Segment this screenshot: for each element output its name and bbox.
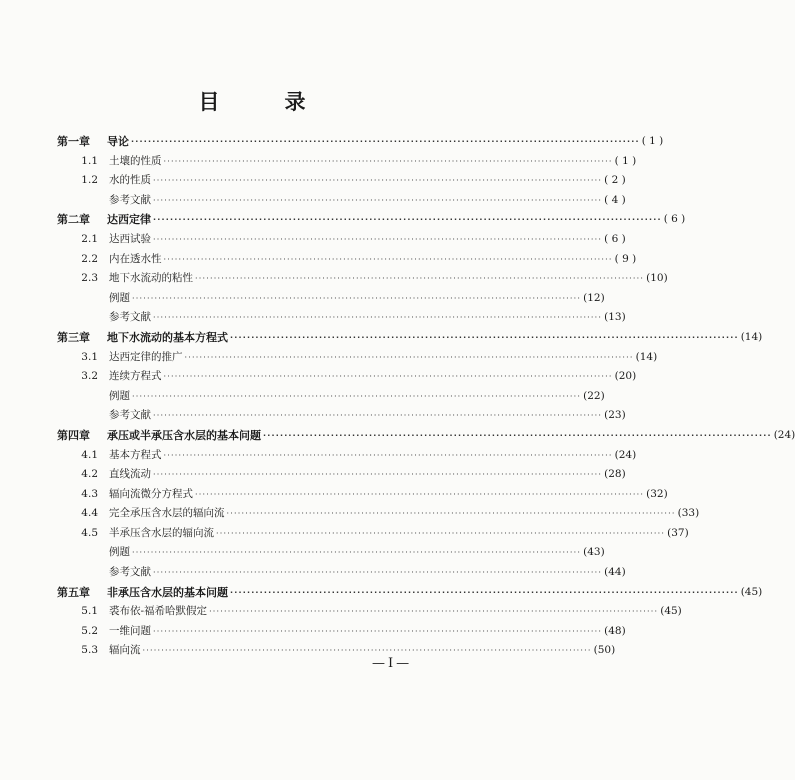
dot-leader: ························································································································ — [209, 607, 659, 617]
entry-number: 1.2 — [81, 174, 98, 187]
toc-section-entry[interactable] — [57, 308, 626, 328]
dot-leader: ························································································································ — [132, 548, 582, 558]
toc-section-entry[interactable] — [57, 152, 637, 172]
entry-title: 参考文献 — [109, 566, 151, 579]
dot-leader: ························································································································ — [163, 254, 613, 264]
entry-page-number: (10) — [646, 272, 668, 285]
toc-chapter-entry[interactable] — [57, 132, 664, 152]
dot-leader: ························································································································ — [230, 332, 739, 342]
dot-leader: ························································································································ — [132, 391, 582, 401]
entry-page-number: (43) — [583, 546, 605, 559]
entry-number: 2.3 — [81, 272, 98, 285]
entry-number: 4.3 — [81, 487, 98, 500]
toc-section-entry[interactable] — [57, 348, 658, 368]
entry-page-number: ( 1 ) — [614, 154, 637, 167]
toc-section-entry[interactable] — [57, 387, 605, 407]
dot-leader: ························································································································ — [153, 234, 603, 244]
dot-leader: ························································································································ — [163, 450, 613, 460]
toc-section-entry[interactable] — [57, 171, 626, 191]
dot-leader: ························································································································ — [153, 411, 603, 421]
dot-leader: ························································································································ — [153, 568, 603, 578]
entry-page-number: ( 4 ) — [604, 193, 626, 206]
entry-page-number: (45) — [740, 585, 763, 598]
entry-title: 达西定律 — [107, 213, 151, 227]
dot-leader: ························································································································ — [153, 215, 662, 225]
entry-title: 辐向流微分方程式 — [109, 487, 193, 500]
dot-leader: ························································································································ — [142, 646, 592, 656]
entry-page-number: (33) — [677, 507, 700, 520]
entry-title: 承压或半承压含水层的基本问题 — [107, 428, 261, 442]
entry-title: 地下水流动的基本方程式 — [107, 330, 228, 344]
entry-page-number: (44) — [604, 566, 626, 579]
entry-number: 4.1 — [81, 448, 98, 461]
entry-number: 第四章 — [57, 428, 90, 442]
toc-chapter-entry[interactable] — [57, 210, 686, 230]
entry-title: 例题 — [109, 546, 130, 559]
page-title: 目 录 — [198, 90, 328, 114]
entry-page-number: (20) — [614, 370, 637, 383]
dot-leader: ························································································································ — [131, 137, 640, 146]
entry-page-number: ( 2 ) — [604, 174, 626, 187]
toc-section-entry[interactable] — [57, 465, 626, 485]
entry-page-number: (12) — [583, 291, 605, 304]
entry-number: 5.3 — [81, 644, 98, 657]
toc-section-entry[interactable] — [57, 622, 626, 642]
entry-title: 一维问题 — [109, 624, 151, 637]
dot-leader: ························································································································ — [153, 626, 603, 636]
entry-number: 2.1 — [81, 232, 98, 245]
entry-page-number: (24) — [614, 448, 637, 461]
dot-leader: ························································································································ — [163, 156, 613, 166]
toc-section-entry[interactable] — [57, 563, 626, 583]
toc-section-entry[interactable] — [57, 485, 668, 505]
entry-number: 4.2 — [81, 468, 98, 481]
dot-leader: ························································································································ — [184, 352, 634, 362]
entry-title: 达西试验 — [109, 232, 151, 245]
entry-number: 第一章 — [57, 135, 90, 148]
dot-leader: ························································································································ — [163, 372, 613, 382]
entry-page-number: (48) — [604, 624, 626, 637]
entry-title: 例题 — [109, 291, 130, 304]
dot-leader: ························································································································ — [153, 313, 603, 323]
toc-section-entry[interactable] — [57, 543, 605, 563]
entry-page-number: (13) — [604, 311, 626, 324]
toc-section-entry[interactable] — [57, 504, 700, 524]
entry-title: 内在透水性 — [109, 252, 162, 265]
entry-page-number: ( 6 ) — [604, 232, 626, 245]
dot-leader: ························································································································ — [195, 489, 645, 499]
dot-leader: ························································································································ — [216, 528, 666, 538]
toc-section-entry[interactable] — [57, 406, 626, 426]
entry-title: 水的性质 — [109, 174, 151, 187]
toc-section-entry[interactable] — [57, 230, 626, 250]
entry-page-number: (23) — [604, 409, 626, 422]
entry-page-number: (14) — [740, 330, 763, 343]
entry-page-number: (24) — [773, 428, 795, 441]
entry-page-number: ( 6 ) — [663, 213, 686, 226]
dot-leader: ························································································································ — [153, 176, 603, 186]
toc-section-entry[interactable] — [57, 191, 626, 211]
toc-section-entry[interactable] — [57, 602, 682, 622]
entry-title: 导论 — [107, 135, 129, 148]
entry-page-number: (37) — [667, 526, 689, 539]
entry-title: 基本方程式 — [109, 448, 162, 461]
entry-title: 参考文献 — [109, 409, 151, 422]
dot-leader: ························································································································ — [195, 274, 645, 284]
entry-number: 第二章 — [57, 213, 90, 227]
entry-number: 2.2 — [81, 252, 98, 265]
entry-page-number: (50) — [593, 644, 616, 657]
toc-section-entry[interactable] — [57, 289, 605, 309]
entry-page-number: (14) — [635, 350, 658, 363]
entry-title: 地下水流动的粘性 — [109, 272, 193, 285]
entry-number: 1.1 — [81, 154, 98, 167]
toc-chapter-entry[interactable] — [57, 328, 763, 348]
entry-title: 连续方程式 — [109, 370, 162, 383]
entry-title: 例题 — [109, 389, 130, 402]
dot-leader: ························································································································ — [153, 470, 603, 480]
entry-title: 辐向流 — [109, 644, 141, 657]
entry-number: 3.1 — [81, 350, 98, 363]
toc-section-entry[interactable] — [57, 250, 637, 270]
entry-number: 5.1 — [81, 605, 98, 618]
entry-page-number: (28) — [604, 468, 626, 481]
entry-title: 直线流动 — [109, 468, 151, 481]
entry-title: 完全承压含水层的辐向流 — [109, 507, 225, 520]
entry-page-number: (45) — [660, 605, 682, 618]
page-number: —I— — [372, 656, 413, 671]
toc-section-entry[interactable] — [57, 269, 668, 289]
entry-page-number: ( 1 ) — [641, 135, 664, 147]
entry-page-number: (32) — [646, 487, 668, 500]
entry-number: 4.4 — [81, 507, 98, 520]
entry-number: 4.5 — [81, 526, 98, 539]
entry-number: 5.2 — [81, 624, 98, 637]
entry-title: 参考文献 — [109, 311, 151, 324]
entry-page-number: ( 9 ) — [614, 252, 637, 265]
dot-leader: ························································································································ — [226, 509, 676, 519]
entry-title: 裘布依-福希哈默假定 — [109, 605, 208, 618]
entry-title: 非承压含水层的基本问题 — [107, 585, 228, 599]
entry-number: 3.2 — [81, 370, 98, 383]
table-of-contents — [57, 132, 795, 661]
entry-title: 土壤的性质 — [109, 154, 162, 167]
dot-leader: ························································································································ — [263, 430, 772, 440]
dot-leader: ························································································································ — [230, 587, 739, 597]
entry-number: 第五章 — [57, 585, 90, 599]
entry-number: 第三章 — [57, 330, 90, 344]
entry-title: 半承压含水层的辐向流 — [109, 526, 214, 539]
dot-leader: ························································································································ — [132, 293, 582, 303]
toc-section-entry[interactable] — [57, 524, 689, 544]
entry-page-number: (22) — [583, 389, 605, 402]
toc-chapter-entry[interactable] — [57, 426, 795, 446]
entry-title: 达西定律的推广 — [109, 350, 183, 363]
dot-leader: ························································································································ — [153, 195, 603, 205]
entry-title: 参考文献 — [109, 193, 151, 206]
toc-chapter-entry[interactable] — [57, 583, 763, 603]
toc-section-entry[interactable] — [57, 446, 637, 466]
toc-section-entry[interactable] — [57, 367, 637, 387]
